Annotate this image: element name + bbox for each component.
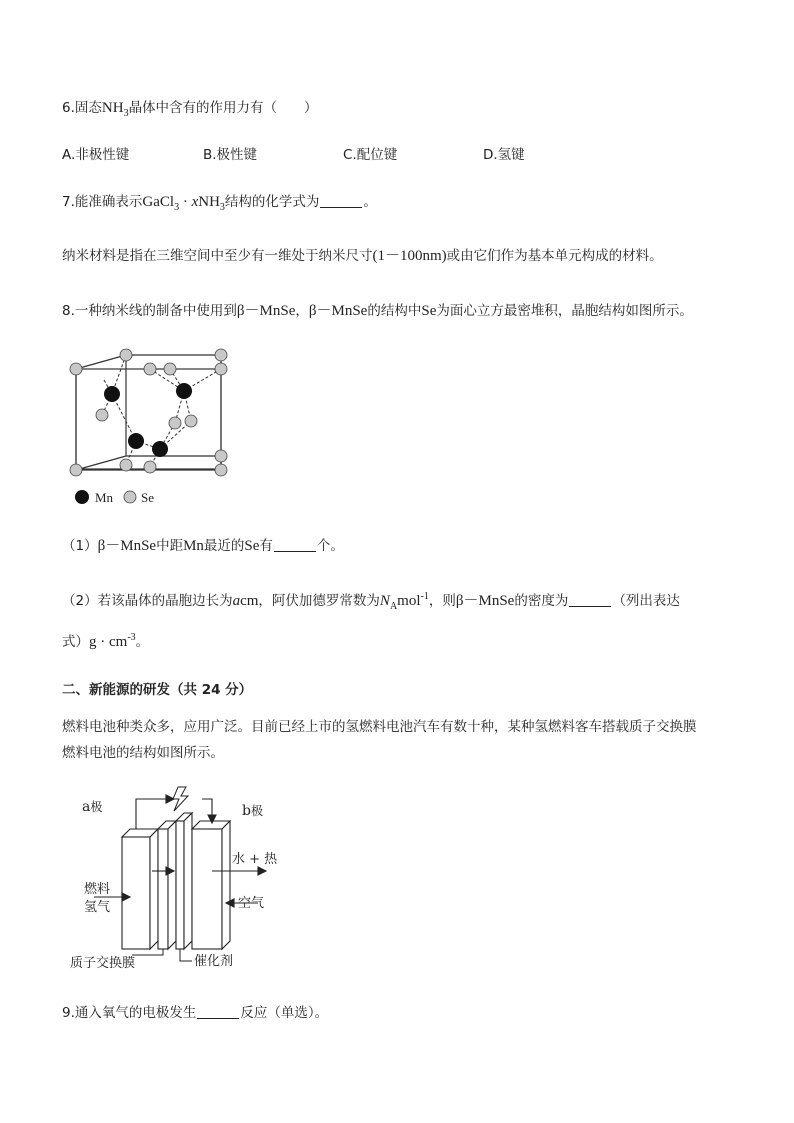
se-atom <box>144 363 156 375</box>
se-atoms <box>70 349 227 476</box>
se-atom <box>215 349 227 361</box>
se-atom <box>96 409 108 421</box>
svg-text:质子交换膜: 质子交换膜 <box>70 956 136 971</box>
legend-mn-label: Mn <box>95 490 114 505</box>
arrow-right-icon <box>258 867 266 875</box>
q8-part1: （1）β－MnSe中距Mn最近的Se有 个。 <box>62 538 344 554</box>
svg-text:催化剂: 催化剂 <box>194 954 234 969</box>
se-atom <box>185 415 197 427</box>
svg-text:空气: 空气 <box>238 896 265 911</box>
se-atom <box>215 450 227 462</box>
se-atom <box>70 464 82 476</box>
mn-atom <box>176 383 192 399</box>
se-atom <box>144 461 156 473</box>
se-atom <box>164 363 176 375</box>
answer-blank[interactable] <box>197 1004 239 1019</box>
q8-stem: 8.一种纳米线的制备中使用到β－MnSe，β－MnSe的结构中Se为面心立方最密堆积，晶胞结构如图所示。 <box>62 303 693 319</box>
q6-option-a: A.非极性键 <box>62 147 130 163</box>
section-para-line1: 燃料电池种类众多，应用广泛。目前已经上市的氢燃料电池汽车有数十种，某种氢燃料客车搭载质子交换膜 <box>62 719 697 735</box>
membrane <box>158 829 168 949</box>
answer-blank[interactable] <box>320 193 362 208</box>
section-heading: 二、新能源的研发（共 24 分） <box>62 682 253 698</box>
se-atom <box>120 349 132 361</box>
answer-blank[interactable] <box>274 537 316 552</box>
legend-se-symbol <box>124 491 136 503</box>
q6-option-c: C.配位键 <box>343 147 398 163</box>
svg-text:a极: a极 <box>82 799 103 815</box>
svg-text:水 + 热: 水 + 热 <box>232 852 278 867</box>
q7-stem: 7.能准确表示GaCl$_3$ · xNH$_3$结构的化学式为 。 <box>62 194 377 213</box>
answer-blank[interactable] <box>569 592 611 607</box>
se-atom <box>215 363 227 375</box>
mn-atom <box>128 433 144 449</box>
legend-mn-symbol <box>75 490 89 504</box>
legend-se-label: Se <box>141 490 154 505</box>
se-atom <box>215 464 227 476</box>
q6-option-d: D.氢键 <box>483 147 525 163</box>
nh3-formula: $NH_3$ <box>101 100 129 119</box>
se-atom <box>169 417 181 429</box>
fuel-cell-figure <box>62 785 292 975</box>
electrode-b <box>192 829 222 949</box>
q8-part2-line1: （2）若该晶体的晶胞边长为acm，阿伏加德罗常数为$N_Amol^{-1}$，则β－MnSe的密度为 （列出表达 <box>62 591 680 612</box>
svg-text:b极: b极 <box>242 803 263 819</box>
q8-part2-line2: 式）$g \cdot cm^{-3}$。 <box>62 632 150 650</box>
svg-text:氢气: 氢气 <box>84 900 111 915</box>
crystal-cell-figure <box>62 345 242 510</box>
electrode-b-side <box>222 821 230 949</box>
q6-option-b: B.极性键 <box>203 147 258 163</box>
nano-intro: 纳米材料是指在三维空间中至少有一维处于纳米尺寸(1－100nm)或由它们作为基本单元构成的材料。 <box>62 248 663 264</box>
mn-atom <box>152 441 168 457</box>
se-atom <box>120 459 132 471</box>
electrode-a <box>122 837 150 949</box>
q6-stem: 6.固态$NH_3$晶体中含有的作用力有（ ） <box>62 100 318 119</box>
electrode-a-side <box>150 829 158 949</box>
q9-stem: 9.通入氧气的电极发生 反应（单选）。 <box>62 1005 329 1021</box>
catalyst-layer <box>176 821 184 949</box>
section-para-line2: 燃料电池的结构如图所示。 <box>62 745 224 761</box>
mn-atom <box>104 386 120 402</box>
se-atom <box>70 363 82 375</box>
lightning-icon <box>173 787 188 811</box>
svg-text:燃料: 燃料 <box>84 882 111 897</box>
